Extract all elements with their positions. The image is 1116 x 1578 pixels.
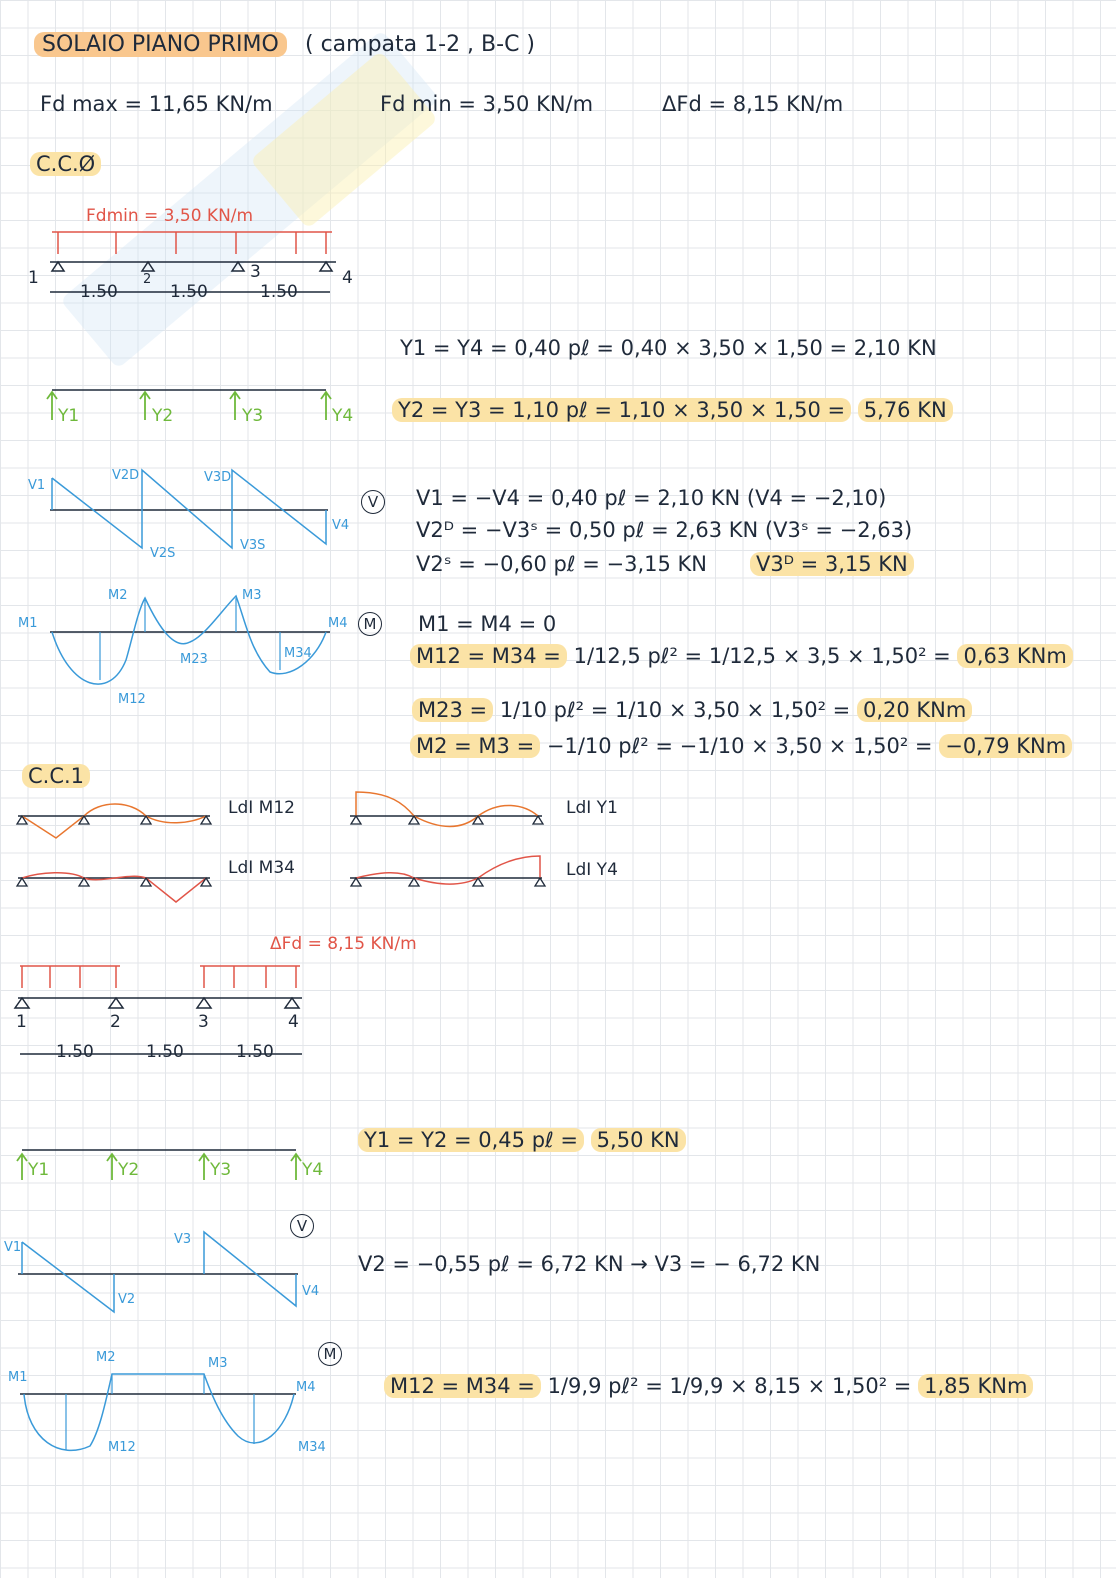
cc0-eq-m12: M12 = M34 = 1/12,5 pℓ² = 1/12,5 × 3,5 × 1,50² = 0,63 KNm [410, 644, 1073, 668]
cc1-eq-m: M12 = M34 = 1/9,9 pℓ² = 1/9,9 × 8,15 × 1,50² = 1,85 KNm [384, 1374, 1033, 1398]
cc0-moment-m34: M34 [284, 646, 312, 661]
cc1-moment-diagram [20, 1374, 296, 1450]
cc0-circle-v: V [361, 490, 385, 514]
cc1-node-1: 1 [16, 1012, 27, 1032]
cc1-load-label: ΔFd = 8,15 KN/m [270, 934, 417, 954]
cc1-shear-diagram [18, 1232, 298, 1312]
cc0-circle-m: M [358, 612, 382, 636]
cc0-moment-m23: M23 [180, 652, 208, 667]
cc0-eq-y23: Y2 = Y3 = 1,10 pℓ = 1,10 × 3,50 × 1,50 = 5,76 KN [392, 398, 953, 422]
cc1-span-1: 1.50 [56, 1042, 94, 1062]
load-fdmax: Fd max = 11,65 KN/m [40, 92, 273, 116]
cc1-circle-m: M [318, 1342, 342, 1366]
cc1-span-2: 1.50 [146, 1042, 184, 1062]
cc0-node-1: 1 [28, 268, 39, 288]
cc0-eq-m14: M1 = M4 = 0 [418, 612, 557, 636]
ldi-m34 [17, 873, 211, 902]
cc0-span-2: 1.50 [170, 282, 208, 302]
cc1-label: C.C.1 [22, 764, 90, 788]
cc0-eq-v2d: V2ᴰ = −V3ˢ = 0,50 pℓ = 2,63 KN (V3ˢ = −2,63) [416, 518, 913, 542]
cc1-distributed-load [20, 966, 300, 988]
cc1-node-4: 4 [288, 1012, 299, 1032]
cc0-eq-v2s: V2ˢ = −0,60 pℓ = −3,15 KN [416, 552, 707, 576]
cc1-reaction-y4: Y4 [302, 1160, 324, 1180]
cc0-load-label: Fdmin = 3,50 KN/m [86, 206, 254, 226]
cc0-eq-m2: M2 = M3 = −1/10 pℓ² = −1/10 × 3,50 × 1,50² = −0,79 KNm [410, 734, 1072, 758]
cc0-shear-v2s: V2S [150, 546, 176, 561]
cc0-reaction-y1: Y1 [58, 406, 80, 426]
cc0-span-1: 1.50 [80, 282, 118, 302]
cc1-moment-m1: M1 [8, 1370, 28, 1385]
page-title: SOLAIO PIANO PRIMO [34, 32, 287, 57]
cc1-node-2: 2 [110, 1012, 121, 1032]
ldi-y1-label: LdI Y1 [566, 798, 618, 818]
cc0-node-4: 4 [342, 268, 353, 288]
load-dfd: ΔFd = 8,15 KN/m [662, 92, 844, 116]
cc0-node-3: 3 [250, 262, 261, 282]
ldi-m12-label: LdI M12 [228, 798, 295, 818]
ldi-y4-label: LdI Y4 [566, 860, 618, 880]
cc0-moment-m12: M12 [118, 692, 146, 707]
cc0-moment-m1: M1 [18, 616, 38, 631]
cc0-shear-v2d: V2D [112, 468, 140, 483]
cc0-eq-v3d: V3ᴰ = 3,15 KN [750, 552, 914, 576]
cc0-reaction-y3: Y3 [242, 406, 264, 426]
cc0-eq-y14: Y1 = Y4 = 0,40 pℓ = 0,40 × 3,50 × 1,50 = 2,10 KN [400, 336, 937, 360]
cc0-shear-v4: V4 [332, 518, 350, 533]
cc1-moment-m34: M34 [298, 1440, 326, 1455]
cc0-node-2: 2 [143, 272, 152, 287]
cc1-eq-y: Y1 = Y2 = 0,45 pℓ = 5,50 KN [358, 1128, 686, 1152]
cc0-shear-v3s: V3S [240, 538, 266, 553]
cc0-label: C.C.Ø [30, 152, 101, 176]
ldi-m12 [17, 804, 211, 838]
cc0-shear-v1: V1 [28, 478, 46, 493]
cc1-moment-m2: M2 [96, 1350, 116, 1365]
cc0-moment-m4: M4 [328, 616, 348, 631]
cc1-reaction-y2: Y2 [118, 1160, 140, 1180]
cc1-moment-m4: M4 [296, 1380, 316, 1395]
cc0-shear-v3d: V3D [204, 470, 232, 485]
cc1-reactions-beam [17, 1150, 301, 1180]
cc1-eq-v: V2 = −0,55 pℓ = 6,72 KN → V3 = − 6,72 KN [358, 1252, 821, 1276]
cc0-eq-m23: M23 = 1/10 pℓ² = 1/10 × 3,50 × 1,50² = 0,20 KNm [412, 698, 972, 722]
cc1-node-3: 3 [198, 1012, 209, 1032]
page-subtitle: ( campata 1-2 , B-C ) [305, 32, 536, 57]
cc0-reaction-y4: Y4 [332, 406, 354, 426]
cc1-shear-v1: V1 [4, 1240, 22, 1255]
cc1-shear-v4: V4 [302, 1284, 320, 1299]
cc0-reaction-y2: Y2 [152, 406, 174, 426]
cc1-span-3: 1.50 [236, 1042, 274, 1062]
cc0-eq-v1: V1 = −V4 = 0,40 pℓ = 2,10 KN (V4 = −2,10) [416, 486, 887, 510]
ldi-m34-label: LdI M34 [228, 858, 295, 878]
ldi-y4 [350, 856, 545, 886]
cc1-moment-m12: M12 [108, 1440, 136, 1455]
cc0-moment-m2: M2 [108, 588, 128, 603]
cc1-moment-m3: M3 [208, 1356, 228, 1371]
cc1-circle-v: V [290, 1214, 314, 1238]
cc1-shear-v3: V3 [174, 1232, 192, 1247]
load-fdmin: Fd min = 3,50 KN/m [380, 92, 594, 116]
cc1-reaction-y1: Y1 [28, 1160, 50, 1180]
cc0-span-3: 1.50 [260, 282, 298, 302]
cc1-reaction-y3: Y3 [210, 1160, 232, 1180]
cc0-moment-m3: M3 [242, 588, 262, 603]
ldi-y1 [350, 792, 543, 827]
cc1-shear-v2: V2 [118, 1292, 136, 1307]
